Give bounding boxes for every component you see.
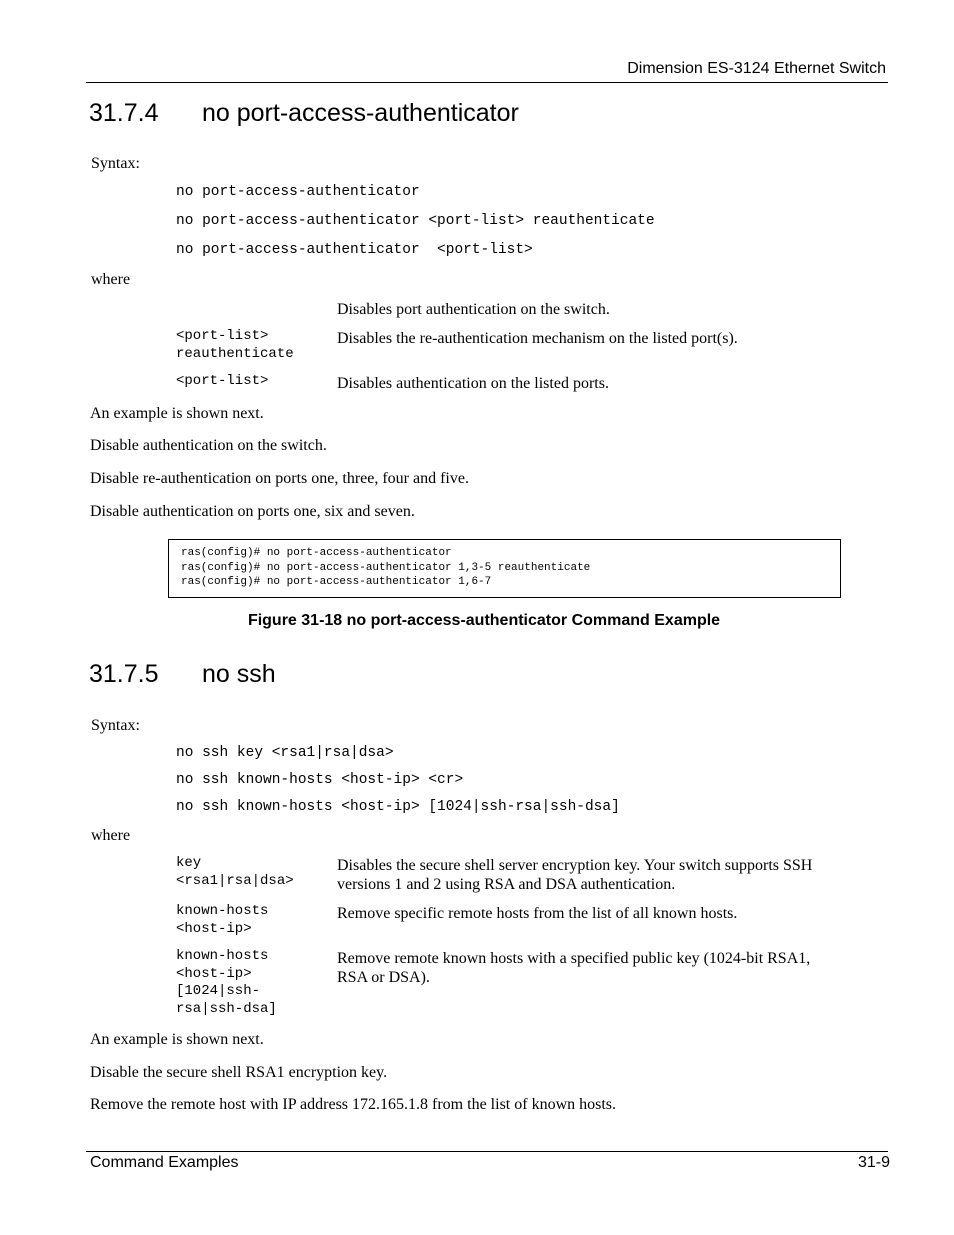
param-description <box>337 904 857 923</box>
code-line: ras(config)# no port-access-authenticator 1,6-7 <box>181 576 492 589</box>
section-number: 31.7.5 <box>89 660 159 688</box>
param-term <box>176 903 326 938</box>
term-line: <host-ip> <box>176 965 252 982</box>
param-term <box>176 328 326 363</box>
syntax-line: no port-access-authenticator <box>176 184 420 200</box>
paragraph: Disable the secure shell RSA1 encryption key. <box>90 1064 388 1081</box>
term-line: known-hosts <box>176 948 269 964</box>
desc-line: RSA or DSA). <box>337 969 430 986</box>
term-line: reauthenticate <box>176 345 294 362</box>
term-line: <port-list> <box>176 328 269 344</box>
term-line: <port-list> <box>176 373 269 389</box>
param-description: Disables the re-authentication mechanism on the listed port(s). <box>337 330 738 347</box>
code-line: ras(config)# no port-access-authenticator <box>181 547 452 559</box>
param-term <box>176 948 326 1018</box>
paragraph: Disable authentication on the switch. <box>90 437 327 454</box>
term-line: key <box>176 855 202 871</box>
syntax-line: no ssh known-hosts <host-ip> <cr> <box>176 772 464 788</box>
code-line: ras(config)# no port-access-authenticator 1,3-5 reauthenticate <box>181 561 591 574</box>
param-term <box>176 855 326 890</box>
section-heading-31-7-5 <box>89 660 276 689</box>
paragraph: Disable re-authentication on ports one, three, four and five. <box>90 470 469 487</box>
syntax-line: no ssh key <rsa1|rsa|dsa> <box>176 745 394 761</box>
paragraph: An example is shown next. <box>90 1031 264 1048</box>
footer-rule <box>86 1151 888 1152</box>
term-line: [1024|ssh- <box>176 983 261 999</box>
syntax-line: no port-access-authenticator <port-list> <box>176 242 533 258</box>
code-example-box <box>168 539 841 598</box>
desc-line: Disables the secure shell server encryption key. Your switch supports SSH <box>337 857 813 874</box>
paragraph: Remove the remote host with IP address 172.165.1.8 from the list of known hosts. <box>90 1096 617 1113</box>
term-line: known-hosts <box>176 903 269 919</box>
param-term <box>176 373 326 391</box>
footer-chapter: Command Examples <box>90 1154 239 1171</box>
section-number: 31.7.4 <box>89 99 159 127</box>
section-heading-31-7-4 <box>89 99 519 128</box>
syntax-label: Syntax: <box>91 717 140 734</box>
syntax-label: Syntax: <box>91 155 140 172</box>
syntax-line: no ssh known-hosts <host-ip> [1024|ssh-rsa|ssh-dsa] <box>176 799 620 815</box>
param-description: Disables authentication on the listed ports. <box>337 375 609 392</box>
paragraph: An example is shown next. <box>90 405 264 422</box>
desc-line: versions 1 and 2 using RSA and DSA authentication. <box>337 876 676 893</box>
param-description: Disables port authentication on the switch. <box>337 301 610 318</box>
term-line: <host-ip> <box>176 920 252 937</box>
param-description <box>337 949 857 987</box>
desc-line: Remove specific remote hosts from the list of all known hosts. <box>337 905 738 922</box>
figure-caption: Figure 31-18 no port-access-authenticator Command Example <box>247 612 721 629</box>
paragraph: Disable authentication on ports one, six and seven. <box>90 503 415 520</box>
term-line: <rsa1|rsa|dsa> <box>176 872 294 889</box>
where-label: where <box>91 827 131 844</box>
term-line: rsa|ssh-dsa] <box>176 1000 277 1017</box>
section-title: no ssh <box>202 660 276 688</box>
param-description <box>337 856 857 894</box>
where-label: where <box>91 271 131 288</box>
section-title: no port-access-authenticator <box>202 99 519 127</box>
syntax-line: no port-access-authenticator <port-list> reauthenticate <box>176 213 655 229</box>
desc-line: Remove remote known hosts with a specified public key (1024-bit RSA1, <box>337 950 811 967</box>
header-rule <box>86 82 888 83</box>
running-header: Dimension ES-3124 Ethernet Switch <box>627 60 886 77</box>
page-number: 31-9 <box>857 1154 890 1171</box>
